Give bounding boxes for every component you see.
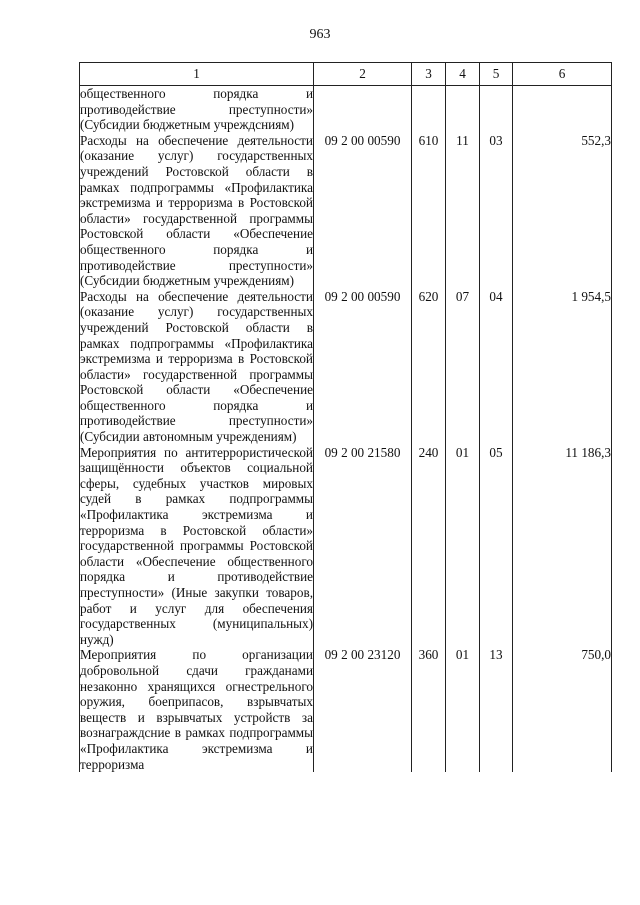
row-amount [513, 86, 612, 133]
table-row [80, 86, 612, 133]
table-row [80, 647, 612, 772]
row-description: Мероприятия по антитеррористической защищённости объектов социальной сферы, судебных участков мировых судей в рамках подпрограммы «Профилактика экстремизма и терроризма в Ростовской области» государственной программы Ростовской области «Обеспечение общественного порядка и противодействие преступности» (Иные закупки товаров, работ и услуг для обеспечения государственных (муниципальных) нужд) [80, 444, 313, 647]
row-expense-type: 240 [412, 445, 446, 648]
budget-table [79, 62, 612, 772]
page-number: 963 [309, 27, 331, 42]
table-header-row [80, 63, 612, 86]
row-subsection: 05 [480, 445, 513, 648]
row-amount: 11 186,3 [513, 445, 612, 648]
row-description: общественного порядка и противодействие преступности» (Субсидии бюджетным учреждсниям) [80, 86, 313, 133]
row-section: 01 [446, 445, 480, 648]
row-target-code: 09 2 00 00590 [314, 289, 412, 445]
row-subsection: 13 [480, 647, 513, 772]
row-expense-type [412, 86, 446, 133]
header-col-1: 1 [80, 63, 314, 86]
row-description: Расходы на обеспечение деятельности (оказание услуг) государственных учреждений Ростовской области в рамках подпрограммы «Профилактика экстремизма и терроризма в Ростовской области» государственной программы Ростовской области «Обеспечение общественного порядка и противодействие преступности» (Субсидии бюджетным учреждениям) [80, 132, 313, 289]
table-row [80, 289, 612, 445]
table-row [80, 445, 612, 648]
row-amount: 552,3 [513, 133, 612, 289]
row-subsection: 03 [480, 133, 513, 289]
row-description: Мероприятия по организации добровольной сдачи гражданами незаконно хранящихся огнестрельного оружия, боеприпасов, взрывчатых веществ и взрывчатых устройств за вознаграждсние в рамках подпрограммы «Профилактика экстремизма и терроризма [80, 647, 313, 772]
row-section: 11 [446, 133, 480, 289]
header-col-5: 5 [480, 63, 513, 86]
row-section [446, 86, 480, 133]
header-col-6: 6 [513, 63, 612, 86]
row-section: 07 [446, 289, 480, 445]
row-expense-type: 360 [412, 647, 446, 772]
row-amount: 750,0 [513, 647, 612, 772]
row-subsection [480, 86, 513, 133]
header-col-3: 3 [412, 63, 446, 86]
row-target-code: 09 2 00 00590 [314, 133, 412, 289]
row-description: Расходы на обеспечение деятельности (оказание услуг) государственных учреждений Ростовской области в рамках подпрограммы «Профилактика экстремизма и терроризма в Ростовской области» государственной программы Ростовской области «Обеспечение общественного порядка и противодействие преступности» (Субсидии автономным учреждениям) [80, 288, 313, 445]
row-target-code [314, 86, 412, 133]
row-target-code: 09 2 00 21580 [314, 445, 412, 648]
header-col-4: 4 [446, 63, 480, 86]
table-row [80, 133, 612, 289]
row-amount: 1 954,5 [513, 289, 612, 445]
row-subsection: 04 [480, 289, 513, 445]
row-target-code: 09 2 00 23120 [314, 647, 412, 772]
row-section: 01 [446, 647, 480, 772]
row-expense-type: 610 [412, 133, 446, 289]
header-col-2: 2 [314, 63, 412, 86]
row-expense-type: 620 [412, 289, 446, 445]
